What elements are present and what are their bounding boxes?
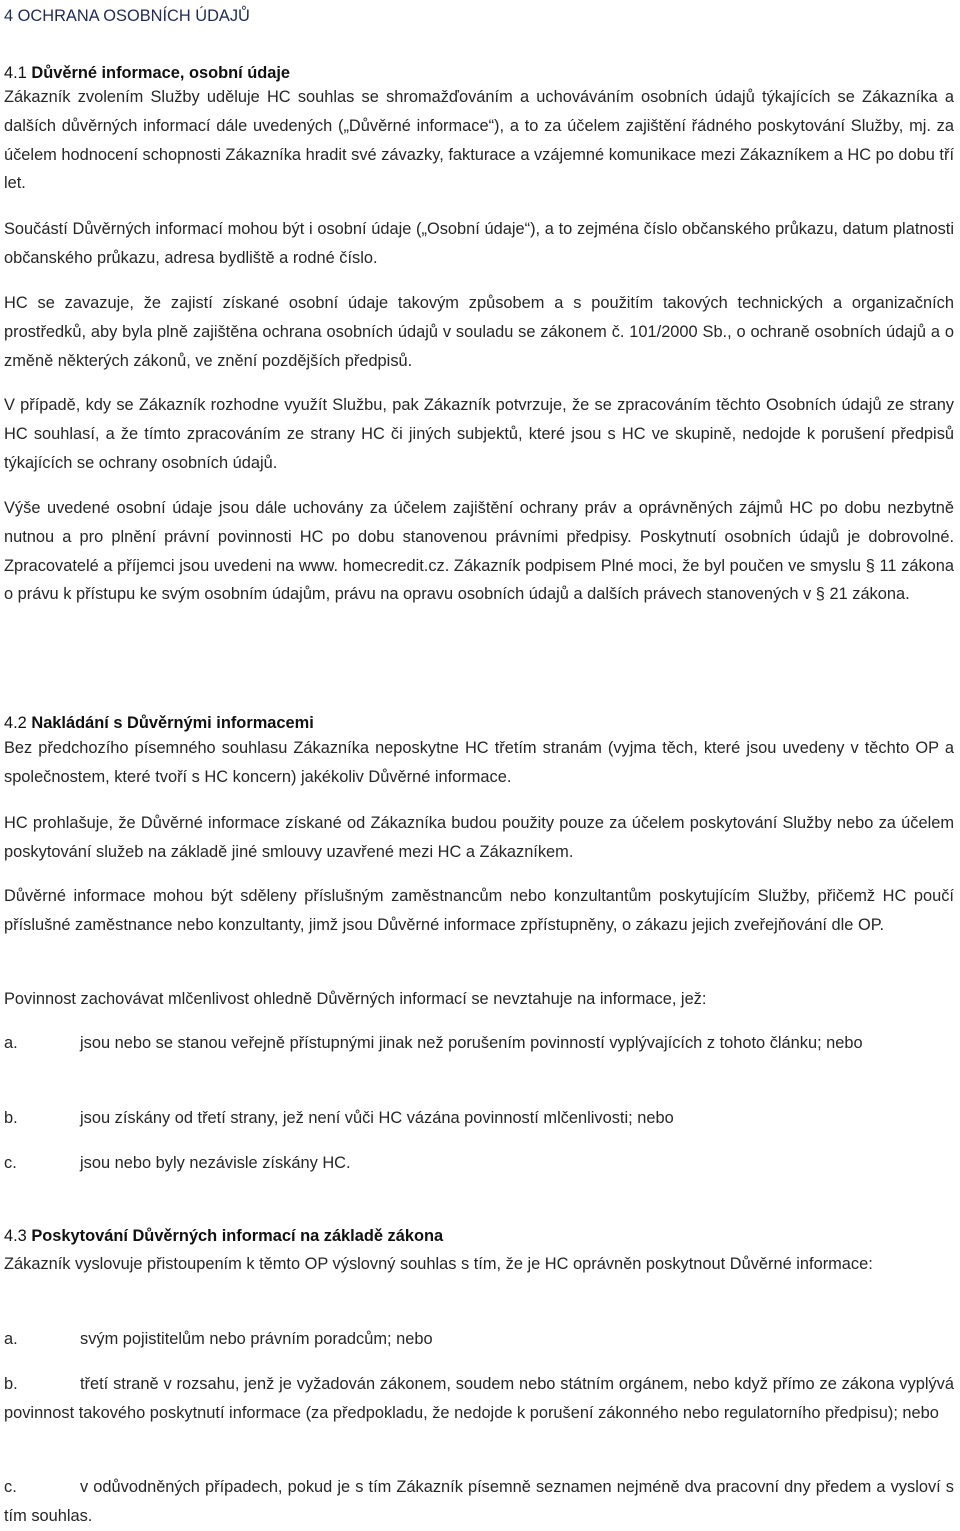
list-item [4,1104,954,1133]
paragraph: Zákazník zvolením Služby uděluje HC souhlas se shromažďováním a uchováváním osobních údajů týkajících se Zákazníka a dalších důvěrných informací dále uvedených („Důvěrné informace“), a to za účelem zajištění řádného poskytování Služby, mj. za účelem hodnocení schopnosti Zákazníka hradit své závazky, fakturace a vzájemné komunikace mezi Zákazníkem a HC po dobu tří let. [4,88,954,193]
list-item-text: jsou nebo byly nezávisle získány HC. [80,1154,351,1172]
paragraph: Součástí Důvěrných informací mohou být i osobní údaje („Osobní údaje“), a to zejména číslo občanského průkazu, datum platnosti občanského průkazu, adresa bydliště a rodné číslo. [4,220,954,267]
subsection-number: 4.3 [4,1227,27,1245]
paragraph: Povinnost zachovávat mlčenlivost ohledně Důvěrných informací se nevztahuje na informace, jež: [4,990,707,1008]
paragraph: Výše uvedené osobní údaje jsou dále uchovány za účelem zajištění ochrany práv a oprávněných zájmů HC po dobu nezbytně nutnou a pro plnění právní povinnosti HC po dobu stanovenou právními předpisy. Poskytnutí osobních údajů je dobrovolné. Zpracovatelé a příjemci jsou uvedeni na www. homecredit.cz. Zákazník podpisem Plné moci, že byl poučen ve smyslu § 11 zákona o právu k přístupu ke svým osobním údajům, právu na opravu osobních údajů a dalších právech stanovených v § 21 zákona. [4,499,954,604]
list-item [4,1029,954,1058]
subsection-heading-4-2 [4,709,314,737]
list-item-label: c. [4,1478,17,1496]
list-item-label: a. [4,1330,18,1348]
list-item-text: svým pojistitelům nebo právním poradcům; nebo [80,1330,433,1348]
section-title: 4 OCHRANA OSOBNÍCH ÚDAJŮ [4,7,250,25]
subsection-title: Poskytování Důvěrných informací na základě zákona [31,1227,444,1245]
paragraph: HC se zavazuje, že zajistí získané osobní údaje takovým způsobem a s použitím takových technických a organizačních prostředků, aby byla plně zajištěna ochrana osobních údajů v souladu se zákonem č. 101/2000 Sb., o ochraně osobních údajů a o změně některých zákonů, ve znění pozdějších předpisů. [4,294,954,370]
paragraph: Bez předchozího písemného souhlasu Zákazníka neposkytne HC třetím stranám (vyjma těch, které jsou uvedeny v těchto OP a společnostem, které tvoří s HC koncern) jakékoliv Důvěrné informace. [4,739,954,786]
list-item [4,1370,954,1428]
list-item-label: a. [4,1034,18,1052]
paragraph: HC prohlašuje, že Důvěrné informace získané od Zákazníka budou použity pouze za účelem poskytování Služby nebo za účelem poskytování služeb na základě jiné smlouvy uzavřené mezi HC a Zákazníkem. [4,814,954,861]
subsection-number: 4.1 [4,64,27,82]
list-item-text: třetí straně v rozsahu, jenž je vyžadován zákonem, soudem nebo státním orgánem, nebo když přímo ze zákona vyplývá povinnost takového poskytnutí informace (za předpokladu, že nedojde k porušení zákonného nebo regulatorního předpisu); nebo [4,1375,954,1422]
list-item [4,1149,954,1178]
list-item-text: jsou nebo se stanou veřejně přístupnými jinak než porušením povinností vyplývajících z tohoto článku; nebo [80,1034,863,1052]
list-item [4,1473,954,1531]
list-item-label: b. [4,1375,18,1393]
subsection-number: 4.2 [4,714,27,732]
paragraph: Zákazník vyslovuje přistoupením k těmto OP výslovný souhlas s tím, že je HC oprávněn poskytnout Důvěrné informace: [4,1255,873,1273]
list-item-text: jsou získány od třetí strany, jež není vůči HC vázána povinností mlčenlivosti; nebo [80,1109,674,1127]
list-item [4,1325,954,1354]
paragraph: Důvěrné informace mohou být sděleny příslušným zaměstnancům nebo konzultantům poskytujícím Služby, přičemž HC poučí příslušné zaměstnance nebo konzultanty, jimž jsou Důvěrné informace zpřístupněny, o zákazu jejich zveřejňování dle OP. [4,887,954,934]
subsection-title: Důvěrné informace, osobní údaje [31,64,291,82]
paragraph: V případě, kdy se Zákazník rozhodne využít Službu, pak Zákazník potvrzuje, že se zpracováním těchto Osobních údajů ze strany HC souhlasí, a že tímto zpracováním ze strany HC či jiných subjektů, které jsou s HC ve skupině, nedojde k porušení předpisů týkajících se ochrany osobních údajů. [4,396,954,472]
list-item-label: c. [4,1154,17,1172]
subsection-title: Nakládání s Důvěrnými informacemi [31,714,314,732]
list-item-text: v odůvodněných případech, pokud je s tím Zákazník písemně seznamen nejméně dva pracovní dny předem a vysloví s tím souhlas. [4,1478,954,1525]
subsection-heading-4-3 [4,1222,443,1250]
list-item-label: b. [4,1109,18,1127]
